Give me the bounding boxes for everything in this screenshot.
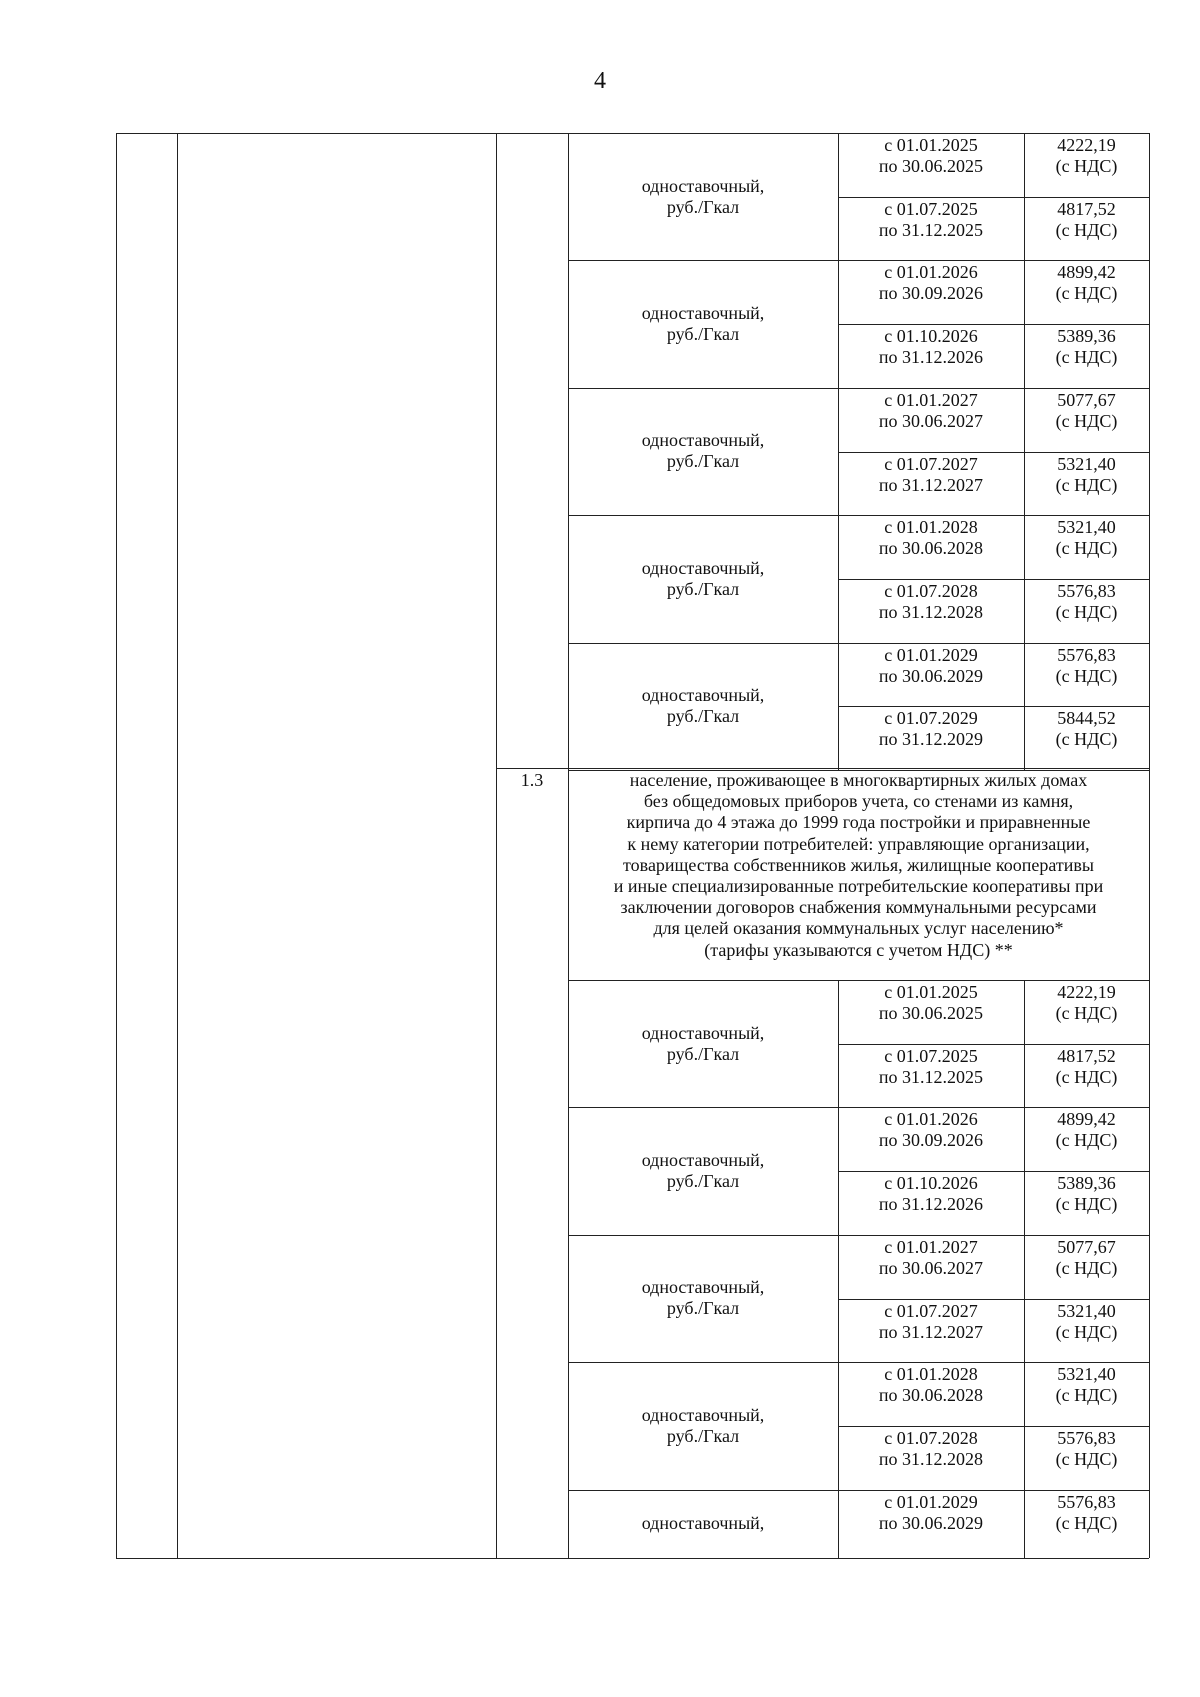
tariff-value: 5576,83 <box>1057 1427 1116 1448</box>
column-rule <box>496 133 497 1558</box>
vat-note: (с НДС) <box>1055 1003 1118 1023</box>
period-end: по 31.12.2025 <box>878 1066 984 1087</box>
column-rule <box>568 260 569 387</box>
column-rule <box>1024 1107 1025 1234</box>
section-divider <box>496 768 1149 769</box>
column-rule <box>1024 515 1025 642</box>
tariff-unit-label: руб./Гкал <box>666 706 740 727</box>
tariff-value-cell <box>1024 197 1149 261</box>
vat-note: (с НДС) <box>1055 1448 1118 1469</box>
tariff-type-cell <box>568 260 838 387</box>
description-line: заключении договоров снабжения коммунальными ресурсами <box>620 897 1097 918</box>
tariff-type-label: одноставочный, <box>641 557 765 578</box>
column-rule <box>838 515 839 642</box>
period-end: по 30.09.2026 <box>878 283 984 304</box>
period-cell <box>838 643 1024 707</box>
period-start: с 01.10.2026 <box>884 326 978 347</box>
column-rule <box>838 1490 839 1558</box>
period-cell <box>838 980 1024 1044</box>
column-rule <box>1024 133 1025 260</box>
vat-note: (с НДС) <box>1055 347 1118 368</box>
period-end: по 30.06.2029 <box>878 1512 984 1533</box>
period-cell <box>838 1490 1024 1558</box>
period-cell <box>838 324 1024 388</box>
tariff-type-label: одноставочный, <box>641 1277 765 1298</box>
tariff-type-cell <box>568 388 838 515</box>
vat-note: (с НДС) <box>1055 1385 1118 1406</box>
table-bottom-border <box>116 1558 1149 1559</box>
tariff-value-cell <box>1024 643 1149 707</box>
column-rule <box>177 133 178 1558</box>
vat-note: (с НДС) <box>1055 1257 1118 1278</box>
period-end: по 30.06.2029 <box>878 665 984 686</box>
tariff-value-cell <box>1024 1490 1149 1558</box>
tariff-value: 5576,83 <box>1057 580 1116 601</box>
tariff-unit-label: руб./Гкал <box>666 324 740 345</box>
vat-note: (с НДС) <box>1055 665 1118 686</box>
period-start: с 01.01.2029 <box>884 1491 978 1512</box>
tariff-type-label: одноставочный, <box>641 1022 765 1043</box>
tariff-value: 5389,36 <box>1057 326 1116 347</box>
tariff-value: 5389,36 <box>1057 1173 1116 1194</box>
tariff-value: 4899,42 <box>1057 1109 1116 1130</box>
period-start: с 01.01.2029 <box>884 644 978 665</box>
section-description <box>568 770 1149 961</box>
column-rule <box>1024 1362 1025 1489</box>
vat-note: (с НДС) <box>1055 538 1118 559</box>
tariff-unit-label: руб./Гкал <box>666 1425 740 1446</box>
tariff-value: 4222,19 <box>1057 982 1116 1002</box>
tariff-value: 5576,83 <box>1057 644 1116 665</box>
period-cell <box>838 1362 1024 1426</box>
period-cell <box>838 452 1024 516</box>
tariff-value: 4222,19 <box>1057 135 1116 155</box>
tariff-type-label: одноставочный, <box>641 303 765 324</box>
period-start: с 01.07.2027 <box>884 453 978 474</box>
column-rule <box>568 1235 569 1362</box>
tariff-unit-label: руб./Гкал <box>666 196 740 217</box>
column-rule <box>1024 260 1025 387</box>
period-end: по 31.12.2026 <box>878 1194 984 1215</box>
period-cell <box>838 579 1024 643</box>
tariff-type-cell <box>568 515 838 642</box>
vat-note: (с НДС) <box>1055 474 1118 495</box>
period-start: с 01.01.2025 <box>884 982 978 1002</box>
vat-note: (с НДС) <box>1055 1194 1118 1215</box>
period-start: с 01.10.2026 <box>884 1173 978 1194</box>
vat-note: (с НДС) <box>1055 1130 1118 1151</box>
vat-note: (с НДС) <box>1055 1512 1118 1533</box>
tariff-value-cell <box>1024 1171 1149 1235</box>
vat-note: (с НДС) <box>1055 1066 1118 1087</box>
period-cell <box>838 1299 1024 1363</box>
period-start: с 01.07.2025 <box>884 1045 978 1066</box>
column-rule <box>568 133 569 260</box>
period-start: с 01.01.2027 <box>884 389 978 410</box>
period-cell <box>838 515 1024 579</box>
tariff-type-cell <box>568 1107 838 1234</box>
column-rule <box>568 388 569 515</box>
tariff-value: 5321,40 <box>1057 517 1116 538</box>
tariff-value-cell <box>1024 706 1149 770</box>
column-rule <box>568 643 569 770</box>
period-cell <box>838 1235 1024 1299</box>
period-end: по 31.12.2027 <box>878 1321 984 1342</box>
tariff-type-label: одноставочный, <box>641 685 765 706</box>
period-start: с 01.01.2026 <box>884 262 978 283</box>
description-line: население, проживающее в многоквартирных жилых домах <box>629 770 1088 790</box>
tariff-value-cell <box>1024 324 1149 388</box>
period-cell <box>838 197 1024 261</box>
period-start: с 01.01.2025 <box>884 135 978 155</box>
table-right-border <box>1149 133 1150 1558</box>
column-rule <box>568 515 569 642</box>
period-cell <box>838 1426 1024 1490</box>
column-rule <box>568 1362 569 1489</box>
tariff-type-label: одноставочный, <box>641 1513 765 1534</box>
tariff-unit-label: руб./Гкал <box>666 1298 740 1319</box>
period-start: с 01.07.2025 <box>884 198 978 219</box>
column-rule <box>838 643 839 770</box>
period-end: по 30.06.2028 <box>878 538 984 559</box>
period-end: по 31.12.2028 <box>878 601 984 622</box>
tariff-value-cell <box>1024 579 1149 643</box>
period-start: с 01.01.2028 <box>884 1364 978 1385</box>
tariff-unit-label: руб./Гкал <box>666 578 740 599</box>
tariff-value: 4899,42 <box>1057 262 1116 283</box>
tariff-value-cell <box>1024 1362 1149 1426</box>
tariff-value: 4817,52 <box>1057 198 1116 219</box>
column-rule <box>1024 1235 1025 1362</box>
period-end: по 30.06.2027 <box>878 410 984 431</box>
column-rule <box>838 133 839 260</box>
column-rule <box>568 1490 569 1558</box>
tariff-unit-label: руб./Гкал <box>666 1171 740 1192</box>
period-cell <box>838 260 1024 324</box>
tariff-value-cell <box>1024 1299 1149 1363</box>
tariff-value-cell <box>1024 260 1149 324</box>
vat-note: (с НДС) <box>1055 156 1118 176</box>
period-end: по 31.12.2025 <box>878 219 984 240</box>
period-start: с 01.07.2028 <box>884 580 978 601</box>
tariff-value-cell <box>1024 1235 1149 1299</box>
vat-note: (с НДС) <box>1055 729 1118 750</box>
column-rule <box>1024 388 1025 515</box>
column-rule <box>568 980 569 1107</box>
period-start: с 01.07.2029 <box>884 708 978 729</box>
tariff-value: 4817,52 <box>1057 1045 1116 1066</box>
description-line: и иные специализированные потребительские кооперативы при <box>613 876 1104 897</box>
tariff-value-cell <box>1024 133 1149 197</box>
tariff-type-label: одноставочный, <box>641 175 765 196</box>
vat-note: (с НДС) <box>1055 283 1118 304</box>
column-rule <box>1024 1490 1025 1558</box>
period-cell <box>838 1171 1024 1235</box>
tariff-value-cell <box>1024 1426 1149 1490</box>
column-rule <box>838 1107 839 1234</box>
period-cell <box>838 1107 1024 1171</box>
period-cell <box>838 133 1024 197</box>
description-line: для целей оказания коммунальных услуг населению* <box>653 918 1064 939</box>
column-rule <box>838 1235 839 1362</box>
vat-note: (с НДС) <box>1055 219 1118 240</box>
tariff-type-cell <box>568 643 838 770</box>
period-cell <box>838 1044 1024 1108</box>
period-end: по 31.12.2029 <box>878 729 984 750</box>
tariff-value: 5321,40 <box>1057 1300 1116 1321</box>
period-cell <box>838 388 1024 452</box>
description-line: кирпича до 4 этажа до 1999 года постройки и приравненные <box>626 812 1091 833</box>
description-line: без общедомовых приборов учета, со стенами из камня, <box>643 791 1074 812</box>
period-cell <box>838 706 1024 770</box>
tariff-value: 5576,83 <box>1057 1491 1116 1512</box>
tariff-value: 5321,40 <box>1057 1364 1116 1385</box>
period-start: с 01.01.2026 <box>884 1109 978 1130</box>
period-start: с 01.01.2028 <box>884 517 978 538</box>
vat-note: (с НДС) <box>1055 1321 1118 1342</box>
tariff-value-cell <box>1024 452 1149 516</box>
column-rule <box>568 1107 569 1234</box>
description-line: товарищества собственников жилья, жилищные кооперативы <box>623 854 1094 875</box>
column-rule <box>838 260 839 387</box>
period-end: по 30.06.2027 <box>878 1257 984 1278</box>
tariff-type-label: одноставочный, <box>641 430 765 451</box>
tariff-value-cell <box>1024 1107 1149 1171</box>
column-rule <box>838 980 839 1107</box>
column-rule <box>1024 980 1025 1107</box>
description-line: к нему категории потребителей: управляющие организации, <box>627 833 1090 854</box>
table-left-border <box>116 133 117 1558</box>
tariff-type-cell <box>568 1362 838 1489</box>
tariff-value: 5077,67 <box>1057 389 1116 410</box>
tariff-value-cell <box>1024 515 1149 579</box>
period-end: по 30.06.2028 <box>878 1385 984 1406</box>
page-number: 4 <box>594 68 606 94</box>
description-line: (тарифы указываются с учетом НДС) ** <box>704 939 1013 960</box>
tariff-unit-label: руб./Гкал <box>666 1043 740 1064</box>
column-rule <box>838 1362 839 1489</box>
period-end: по 31.12.2026 <box>878 347 984 368</box>
tariff-value-cell <box>1024 388 1149 452</box>
period-end: по 30.06.2025 <box>878 1003 984 1023</box>
period-end: по 30.09.2026 <box>878 1130 984 1151</box>
period-end: по 30.06.2025 <box>878 156 984 176</box>
tariff-type-cell <box>568 133 838 260</box>
period-start: с 01.07.2028 <box>884 1427 978 1448</box>
period-start: с 01.07.2027 <box>884 1300 978 1321</box>
tariff-type-cell <box>568 980 838 1107</box>
column-rule <box>838 388 839 515</box>
tariff-value: 5321,40 <box>1057 453 1116 474</box>
tariff-value-cell <box>1024 980 1149 1044</box>
tariff-type-cell <box>568 1235 838 1362</box>
period-end: по 31.12.2027 <box>878 474 984 495</box>
tariff-type-label: одноставочный, <box>641 1150 765 1171</box>
tariff-unit-label: руб./Гкал <box>666 451 740 472</box>
tariff-value: 5844,52 <box>1057 708 1116 729</box>
vat-note: (с НДС) <box>1055 410 1118 431</box>
column-rule <box>1024 643 1025 770</box>
period-start: с 01.01.2027 <box>884 1236 978 1257</box>
tariff-value: 5077,67 <box>1057 1236 1116 1257</box>
vat-note: (с НДС) <box>1055 601 1118 622</box>
tariff-type-label: одноставочный, <box>641 1404 765 1425</box>
tariff-type-cell <box>568 1490 838 1558</box>
tariff-value-cell <box>1024 1044 1149 1108</box>
period-end: по 31.12.2028 <box>878 1448 984 1469</box>
section-number: 1.3 <box>520 770 544 790</box>
